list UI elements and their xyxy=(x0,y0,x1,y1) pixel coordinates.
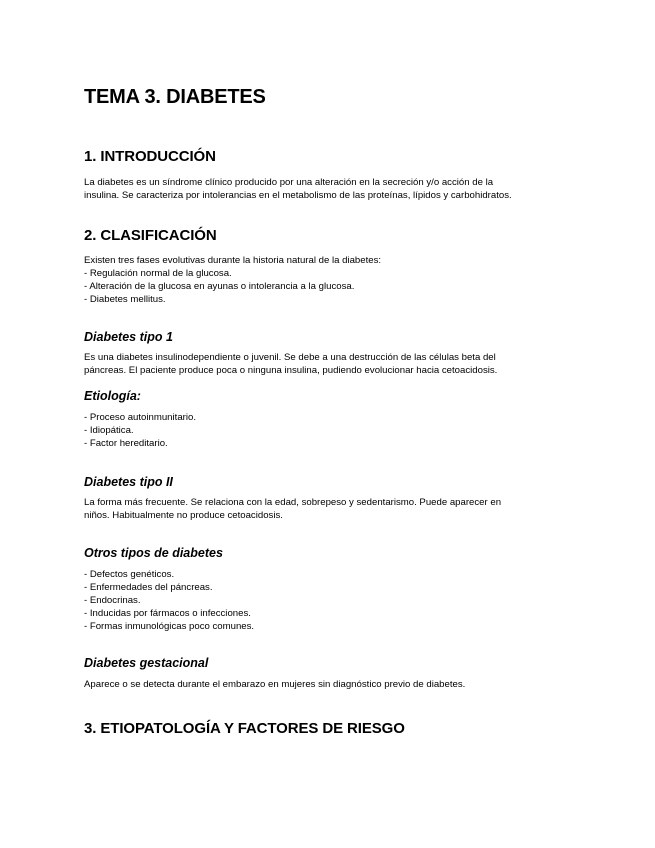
heading-introduccion: 1. INTRODUCCIÓN xyxy=(84,148,216,165)
list-otros-tipos xyxy=(84,568,564,633)
text-line: - Alteración de la glucosa en ayunas o intolerancia a la glucosa. xyxy=(84,281,355,292)
list-item: - Idiopática. xyxy=(84,425,134,436)
text-line: La diabetes es un síndrome clínico producido por una alteración en la secreción y/o acción de la xyxy=(84,177,494,188)
text-line: niños. Habitualmente no produce cetoacidosis. xyxy=(84,510,283,521)
paragraph-introduccion xyxy=(84,176,564,202)
text-line: - Diabetes mellitus. xyxy=(84,294,166,305)
paragraph-diabetes-gestacional xyxy=(84,678,564,691)
list-item: - Endocrinas. xyxy=(84,595,141,606)
paragraph-diabetes-tipo-2 xyxy=(84,496,564,522)
heading-diabetes-tipo-2: Diabetes tipo II xyxy=(84,475,173,489)
text-line: Aparece o se detecta durante el embarazo en mujeres sin diagnóstico previo de diabetes. xyxy=(84,679,466,690)
page-title: TEMA 3. DIABETES xyxy=(84,86,266,108)
text-line: páncreas. El paciente produce poca o ninguna insulina, pudiendo evolucionar hacia cetoacidosis. xyxy=(84,365,498,376)
heading-diabetes-tipo-1: Diabetes tipo 1 xyxy=(84,330,173,344)
heading-clasificacion: 2. CLASIFICACIÓN xyxy=(84,227,217,244)
heading-etiologia: Etiología: xyxy=(84,389,141,403)
heading-etiopatologia: 3. ETIOPATOLOGÍA Y FACTORES DE RIESGO xyxy=(84,720,405,737)
text-line: Existen tres fases evolutivas durante la historia natural de la diabetes: xyxy=(84,255,382,266)
paragraph-diabetes-tipo-1 xyxy=(84,351,564,377)
list-etiologia xyxy=(84,411,564,450)
heading-diabetes-gestacional: Diabetes gestacional xyxy=(84,656,209,670)
text-line: La forma más frecuente. Se relaciona con la edad, sobrepeso y sedentarismo. Puede aparecer en xyxy=(84,497,502,508)
list-item: - Proceso autoinmunitario. xyxy=(84,412,196,423)
text-line: insulina. Se caracteriza por intolerancias en el metabolismo de las proteínas, lípidos y carbohidratos. xyxy=(84,190,512,201)
text-line: Es una diabetes insulinodependiente o juvenil. Se debe a una destrucción de las células beta del xyxy=(84,352,496,363)
list-item: - Inducidas por fármacos o infecciones. xyxy=(84,608,251,619)
list-item: - Defectos genéticos. xyxy=(84,569,175,580)
list-item: - Formas inmunológicas poco comunes. xyxy=(84,621,255,632)
text-line: - Regulación normal de la glucosa. xyxy=(84,268,232,279)
list-item: - Enfermedades del páncreas. xyxy=(84,582,213,593)
list-item: - Factor hereditario. xyxy=(84,438,168,449)
heading-otros-tipos: Otros tipos de diabetes xyxy=(84,546,223,560)
paragraph-clasificacion xyxy=(84,254,564,306)
